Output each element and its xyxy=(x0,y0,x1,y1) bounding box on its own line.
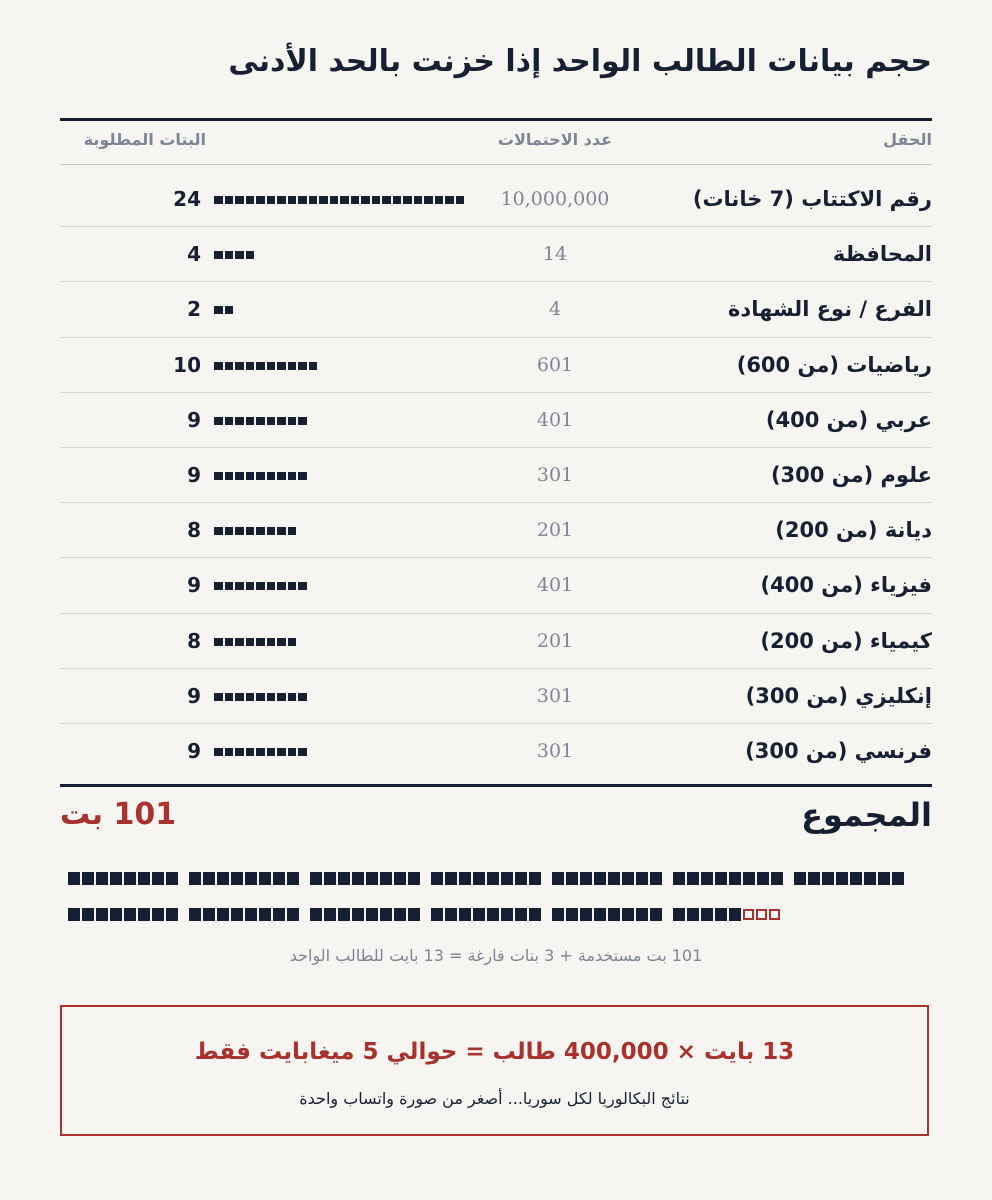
bit-mark xyxy=(277,196,286,204)
bit-mark xyxy=(214,472,223,480)
row-bit-bar xyxy=(214,582,307,590)
row-field: الفرع / نوع الشهادة xyxy=(728,297,932,322)
bit-mark xyxy=(288,582,297,590)
bit-mark xyxy=(288,417,297,425)
bit-mark xyxy=(214,196,223,204)
used-bit xyxy=(259,908,271,921)
byte-block xyxy=(68,872,178,885)
conclusion-sub: نتائج البكالوريا لكل سوريا... أصغر من صورة واتساب واحدة xyxy=(299,1089,690,1108)
conclusion-box xyxy=(60,1005,929,1136)
bit-mark xyxy=(298,582,307,590)
bit-mark xyxy=(235,582,244,590)
row-possibilities: 201 xyxy=(536,629,574,652)
row-bits: 10 xyxy=(173,352,201,377)
used-bit xyxy=(622,908,634,921)
bit-mark xyxy=(277,472,286,480)
used-bit xyxy=(650,872,662,885)
table-row xyxy=(60,172,932,227)
used-bit xyxy=(580,872,592,885)
byte-block xyxy=(673,872,783,885)
row-bits: 8 xyxy=(187,628,201,653)
row-bits: 9 xyxy=(187,739,201,763)
bit-mark xyxy=(267,638,276,646)
bit-mark xyxy=(361,196,370,204)
used-bit xyxy=(245,908,257,921)
bit-mark xyxy=(277,527,286,535)
bit-mark xyxy=(246,748,255,756)
table-row xyxy=(60,282,932,337)
used-bit xyxy=(473,908,485,921)
bit-mark xyxy=(214,638,223,646)
used-bit xyxy=(501,908,513,921)
used-bit xyxy=(566,872,578,885)
used-bit xyxy=(892,872,904,885)
bit-mark xyxy=(351,196,360,204)
conclusion-main: 13 بايت × 400,000 طالب = حوالي 5 ميغابايت فقط xyxy=(194,1039,795,1065)
bit-mark xyxy=(424,196,433,204)
bit-mark xyxy=(256,196,265,204)
row-possibilities: 301 xyxy=(536,684,574,707)
row-bits: 9 xyxy=(187,407,201,432)
bit-mark xyxy=(225,196,234,204)
used-bit xyxy=(273,872,285,885)
used-bit xyxy=(217,872,229,885)
used-bit xyxy=(366,872,378,885)
bit-mark xyxy=(309,196,318,204)
bit-mark xyxy=(298,472,307,480)
total-rule xyxy=(60,784,932,787)
used-bit xyxy=(487,908,499,921)
bit-mark xyxy=(225,417,234,425)
bit-mark xyxy=(214,748,223,756)
byte-block xyxy=(673,908,780,921)
used-bit xyxy=(594,872,606,885)
header-top-rule xyxy=(60,118,932,121)
bit-mark xyxy=(235,472,244,480)
table-row xyxy=(60,338,932,393)
bit-mark xyxy=(372,196,381,204)
bit-mark xyxy=(288,638,297,646)
used-bit xyxy=(715,872,727,885)
used-bit xyxy=(636,872,648,885)
bit-mark xyxy=(214,417,223,425)
bit-mark xyxy=(288,693,297,701)
bit-mark xyxy=(246,196,255,204)
row-possibilities: 301 xyxy=(536,740,574,762)
used-bit xyxy=(166,908,178,921)
used-bit xyxy=(352,872,364,885)
table-row xyxy=(60,669,932,724)
used-bit xyxy=(310,872,322,885)
used-bit xyxy=(552,872,564,885)
used-bit xyxy=(850,872,862,885)
bit-mark xyxy=(214,582,223,590)
bit-mark xyxy=(225,472,234,480)
used-bit xyxy=(701,908,713,921)
bit-mark xyxy=(277,693,286,701)
used-bit xyxy=(217,908,229,921)
used-bit xyxy=(552,908,564,921)
used-bit xyxy=(352,908,364,921)
row-bit-bar xyxy=(214,638,296,646)
bit-mark xyxy=(267,693,276,701)
used-bit xyxy=(701,872,713,885)
used-bit xyxy=(124,872,136,885)
byte-block xyxy=(189,908,299,921)
row-field: كيمياء (من 200) xyxy=(760,628,932,653)
used-bit xyxy=(189,872,201,885)
table-row xyxy=(60,724,932,779)
bit-mark xyxy=(267,748,276,756)
used-bit xyxy=(231,908,243,921)
bit-mark xyxy=(235,251,244,259)
row-bit-bar xyxy=(214,417,307,425)
row-bits: 24 xyxy=(173,187,201,211)
bit-mark xyxy=(267,362,276,370)
used-bit xyxy=(515,872,527,885)
row-possibilities: 601 xyxy=(536,353,574,376)
used-bit xyxy=(408,872,420,885)
bit-mark xyxy=(225,638,234,646)
used-bit xyxy=(715,908,727,921)
header-field: الحقل xyxy=(883,130,932,149)
used-bit xyxy=(878,872,890,885)
empty-bit xyxy=(769,909,780,920)
used-bit xyxy=(473,872,485,885)
bit-mark xyxy=(235,748,244,756)
byte-block xyxy=(68,908,178,921)
bit-mark xyxy=(393,196,402,204)
bit-mark xyxy=(298,196,307,204)
used-bit xyxy=(687,908,699,921)
used-bit xyxy=(110,908,122,921)
byte-block xyxy=(552,908,662,921)
byte-block xyxy=(310,872,420,885)
used-bit xyxy=(96,908,108,921)
bit-mark xyxy=(214,527,223,535)
bit-mark xyxy=(256,638,265,646)
used-bit xyxy=(138,908,150,921)
byte-block xyxy=(310,908,420,921)
bit-mark xyxy=(214,362,223,370)
used-bit xyxy=(608,908,620,921)
used-bit xyxy=(408,908,420,921)
bit-mark xyxy=(298,748,307,756)
bit-mark xyxy=(225,527,234,535)
used-bit xyxy=(580,908,592,921)
used-bit xyxy=(529,908,541,921)
used-bit xyxy=(338,872,350,885)
used-bit xyxy=(771,872,783,885)
bit-mark xyxy=(288,362,297,370)
empty-bit xyxy=(743,909,754,920)
table-row xyxy=(60,503,932,558)
table-row xyxy=(60,558,932,613)
bit-mark xyxy=(214,693,223,701)
row-bit-bar xyxy=(214,251,254,259)
bit-mark xyxy=(235,693,244,701)
bit-mark xyxy=(214,306,223,314)
used-bit xyxy=(487,872,499,885)
row-possibilities: 401 xyxy=(536,574,574,597)
used-bit xyxy=(459,872,471,885)
bit-mark xyxy=(235,527,244,535)
header-possibilities: عدد الاحتمالات xyxy=(497,130,613,149)
bit-mark xyxy=(225,306,234,314)
bit-mark xyxy=(298,417,307,425)
used-bit xyxy=(380,908,392,921)
bit-mark xyxy=(340,196,349,204)
row-bits: 8 xyxy=(187,518,201,543)
bit-mark xyxy=(246,362,255,370)
byte-block xyxy=(552,872,662,885)
used-bit xyxy=(68,872,80,885)
byte-row xyxy=(68,908,780,921)
used-bit xyxy=(501,872,513,885)
bit-mark xyxy=(256,582,265,590)
bit-mark xyxy=(246,472,255,480)
bit-mark xyxy=(414,196,423,204)
used-bit xyxy=(743,872,755,885)
row-bits: 9 xyxy=(187,573,201,598)
row-field: علوم (من 300) xyxy=(770,463,932,487)
page-title: حجم بيانات الطالب الواحد إذا خزنت بالحد الأدنى xyxy=(228,44,932,79)
used-bit xyxy=(82,872,94,885)
bit-grid xyxy=(68,872,924,932)
row-possibilities: 301 xyxy=(536,464,574,486)
used-bit xyxy=(608,872,620,885)
bit-mark xyxy=(225,693,234,701)
used-bit xyxy=(394,908,406,921)
bit-mark xyxy=(246,638,255,646)
used-bit xyxy=(729,908,741,921)
bit-mark xyxy=(256,527,265,535)
used-bit xyxy=(445,872,457,885)
bit-mark xyxy=(235,196,244,204)
header-bits: البتات المطلوبة xyxy=(83,130,206,149)
row-bit-bar xyxy=(214,306,233,314)
used-bit xyxy=(380,872,392,885)
row-bits: 4 xyxy=(187,242,201,267)
bit-mark xyxy=(214,251,223,259)
bit-mark xyxy=(235,417,244,425)
bit-mark xyxy=(235,638,244,646)
row-field: فيزياء (من 400) xyxy=(760,573,932,598)
used-bit xyxy=(687,872,699,885)
byte-block xyxy=(431,872,541,885)
row-possibilities: 10,000,000 xyxy=(500,188,610,210)
used-bit xyxy=(287,872,299,885)
row-possibilities: 4 xyxy=(548,298,562,321)
row-bit-bar xyxy=(214,362,317,370)
row-bits: 9 xyxy=(187,683,201,708)
used-bit xyxy=(324,908,336,921)
used-bit xyxy=(273,908,285,921)
row-bit-bar xyxy=(214,748,307,756)
byte-row xyxy=(68,872,904,885)
bit-mark xyxy=(288,748,297,756)
used-bit xyxy=(338,908,350,921)
used-bit xyxy=(324,872,336,885)
bit-mark xyxy=(246,417,255,425)
bit-mark xyxy=(288,527,297,535)
used-bit xyxy=(794,872,806,885)
used-bit xyxy=(431,872,443,885)
row-field: إنكليزي (من 300) xyxy=(745,683,932,708)
bit-mark xyxy=(319,196,328,204)
used-bit xyxy=(394,872,406,885)
bit-mark xyxy=(277,638,286,646)
bit-mark xyxy=(267,582,276,590)
used-bit xyxy=(231,872,243,885)
used-bit xyxy=(189,908,201,921)
bit-mark xyxy=(456,196,465,204)
bit-mark xyxy=(225,582,234,590)
bit-mark xyxy=(246,693,255,701)
used-bit xyxy=(138,872,150,885)
used-bit xyxy=(245,872,257,885)
bit-mark xyxy=(256,417,265,425)
used-bit xyxy=(166,872,178,885)
bit-mark xyxy=(256,362,265,370)
bit-mark xyxy=(267,196,276,204)
bit-mark xyxy=(225,362,234,370)
row-possibilities: 401 xyxy=(536,408,574,431)
row-field: رقم الاكتتاب (7 خانات) xyxy=(692,187,932,211)
byte-block xyxy=(794,872,904,885)
used-bit xyxy=(203,908,215,921)
used-bit xyxy=(445,908,457,921)
table-row xyxy=(60,614,932,669)
bit-mark xyxy=(382,196,391,204)
bit-mark xyxy=(246,251,255,259)
used-bit xyxy=(82,908,94,921)
row-possibilities: 14 xyxy=(542,243,568,266)
bit-mark xyxy=(246,527,255,535)
bit-mark xyxy=(330,196,339,204)
used-bit xyxy=(673,872,685,885)
bit-mark xyxy=(435,196,444,204)
row-field: عربي (من 400) xyxy=(765,407,932,432)
used-bit xyxy=(566,908,578,921)
used-bit xyxy=(459,908,471,921)
bit-mark xyxy=(309,362,318,370)
used-bit xyxy=(673,908,685,921)
bit-mark xyxy=(267,472,276,480)
used-bit xyxy=(864,872,876,885)
used-bit xyxy=(431,908,443,921)
used-bit xyxy=(757,872,769,885)
used-bit xyxy=(110,872,122,885)
used-bit xyxy=(124,908,136,921)
used-bit xyxy=(622,872,634,885)
table-row xyxy=(60,393,932,448)
used-bit xyxy=(366,908,378,921)
bit-mark xyxy=(256,472,265,480)
row-field: رياضيات (من 600) xyxy=(736,352,932,377)
bit-mark xyxy=(225,251,234,259)
used-bit xyxy=(152,872,164,885)
bit-mark xyxy=(277,582,286,590)
bit-mark xyxy=(267,417,276,425)
bit-mark xyxy=(288,196,297,204)
used-bit xyxy=(836,872,848,885)
bit-mark xyxy=(288,472,297,480)
used-bit xyxy=(650,908,662,921)
row-possibilities: 201 xyxy=(536,519,574,542)
table-row xyxy=(60,448,932,503)
bit-mark xyxy=(246,582,255,590)
bit-mark xyxy=(235,362,244,370)
byte-block xyxy=(431,908,541,921)
used-bit xyxy=(822,872,834,885)
empty-bit xyxy=(756,909,767,920)
used-bit xyxy=(515,908,527,921)
used-bit xyxy=(96,872,108,885)
bit-caption: 101 بت مستخدمة + 3 بتات فارغة = 13 بايت للطالب الواحد xyxy=(289,946,703,965)
used-bit xyxy=(287,908,299,921)
used-bit xyxy=(68,908,80,921)
used-bit xyxy=(203,872,215,885)
total-label: المجموع xyxy=(801,796,932,834)
bit-mark xyxy=(277,417,286,425)
used-bit xyxy=(529,872,541,885)
bit-mark xyxy=(256,693,265,701)
row-field: المحافظة xyxy=(832,242,932,267)
used-bit xyxy=(594,908,606,921)
row-bits: 2 xyxy=(187,297,201,322)
used-bit xyxy=(808,872,820,885)
byte-block xyxy=(189,872,299,885)
total-value: 101 بت xyxy=(60,797,177,832)
used-bit xyxy=(310,908,322,921)
used-bit xyxy=(259,872,271,885)
row-bit-bar xyxy=(214,472,307,480)
row-bit-bar xyxy=(214,693,307,701)
row-bit-bar xyxy=(214,196,464,204)
bit-mark xyxy=(298,362,307,370)
bit-mark xyxy=(445,196,454,204)
used-bit xyxy=(152,908,164,921)
bit-mark xyxy=(267,527,276,535)
row-field: فرنسي (من 300) xyxy=(745,739,932,763)
header-bottom-rule xyxy=(60,164,932,165)
bit-mark xyxy=(256,748,265,756)
bit-mark xyxy=(225,748,234,756)
bit-mark xyxy=(403,196,412,204)
bit-mark xyxy=(277,748,286,756)
used-bit xyxy=(729,872,741,885)
row-bit-bar xyxy=(214,527,296,535)
bit-mark xyxy=(277,362,286,370)
bit-mark xyxy=(298,693,307,701)
table-row xyxy=(60,227,932,282)
row-bits: 9 xyxy=(187,463,201,487)
row-field: ديانة (من 200) xyxy=(775,518,932,543)
used-bit xyxy=(636,908,648,921)
